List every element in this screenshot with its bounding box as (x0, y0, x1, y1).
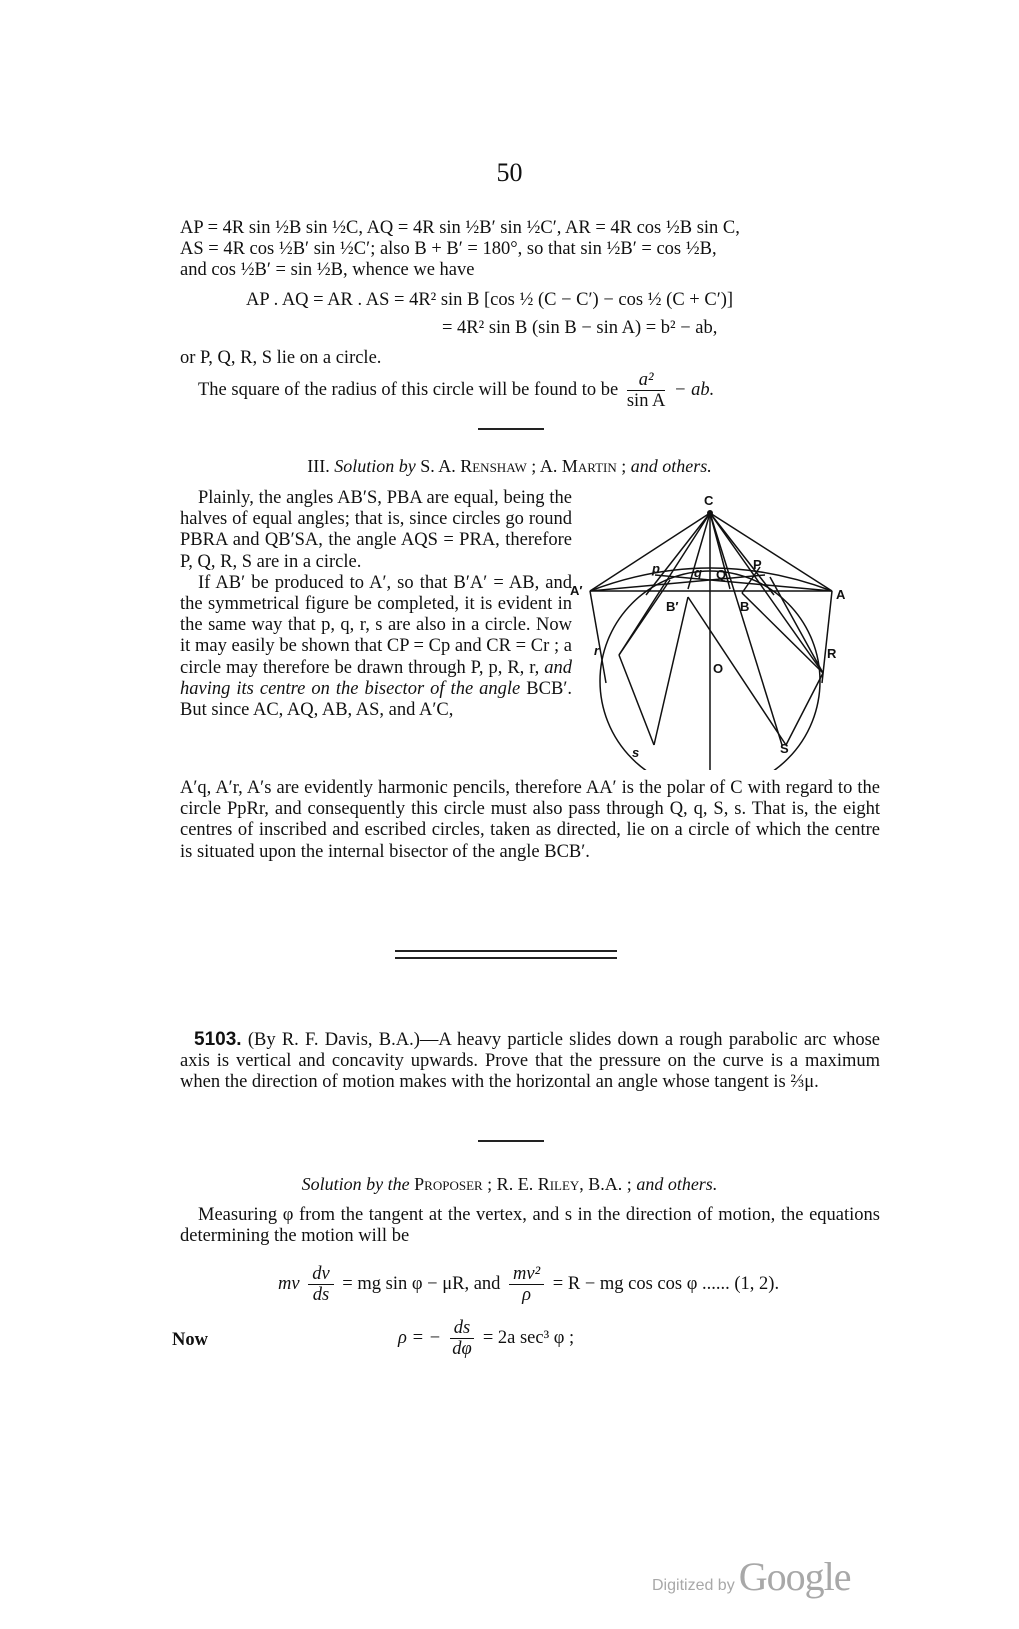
label-r-small: r (594, 643, 600, 658)
paragraph-text: If AB′ be produced to A′, so that B′A′ = AB, and the symmetrical figure be completed, it is evident in the same way that p, q, r, s are also in a circle. Now it may easily be shown that CP = Cp and CR = Cr ; a circle may therefore be drawn through P, p, R, r, (180, 572, 572, 678)
fraction (450, 1318, 474, 1359)
google-watermark (652, 1553, 850, 1600)
equation-line: = 4R² sin B (sin B − sin A) = b² − ab, (442, 318, 718, 338)
fraction (308, 1264, 333, 1305)
paragraph: Plainly, the angles AB′S, PBA are equal, being the halves of equal angles; that is, since circles go round PBRA and QB′SA, the angle AQS = PRA, therefore P, Q, R, S are in a circle. (180, 488, 572, 572)
paragraph: Measuring φ from the tangent at the vertex, and s in the direction of motion, the equations determining the motion will be (180, 1205, 880, 1246)
paragraph-italic: and having its centre on the bisector of the angle (180, 657, 573, 699)
fraction-numerator: a² (627, 370, 666, 391)
paragraph: A′q, A′r, A′s are evidently harmonic pencils, therefore AA′ is the polar of C with regard to the circle PpRr, and consequently this circle must also pass through Q, q, S, s. That is, the eight centres of inscribed and escribed circles, taken as directed, lie on a circle of which the centre is situated upon the internal bisector of the angle BCB′. (180, 778, 880, 862)
label-q: Q (716, 567, 727, 582)
radius-fraction (627, 370, 666, 411)
fraction-denominator: sin A (626, 391, 666, 411)
geometry-figure (570, 495, 860, 770)
label-a-prime: A′ (570, 583, 583, 598)
fraction (509, 1264, 544, 1305)
label-o: O (713, 661, 724, 676)
label-b-prime: B′ (666, 599, 679, 614)
label-c: C (704, 495, 714, 508)
solution-text-column (180, 488, 572, 721)
fraction-denominator: ds (312, 1285, 330, 1305)
solution-heading (0, 456, 1019, 477)
heading-tail: and others. (636, 1174, 718, 1194)
double-rule-top (395, 950, 617, 952)
eq-term: mv (278, 1273, 300, 1294)
label-p: P (753, 557, 762, 572)
text-line: AS = 4R cos ½B′ sin ½C′; also B + B′ = 180°, so that sin ½B′ = cos ½B, (180, 239, 717, 259)
label-r: R (827, 646, 837, 661)
paragraph-text: BCB′. But since AC, AQ, AB, AS, and A′C, (180, 678, 572, 721)
eq-term: = mg sin φ − μR, and (342, 1273, 501, 1294)
rho-equation (398, 1318, 574, 1359)
fraction-numerator: ds (450, 1318, 474, 1339)
radius-text: The square of the radius of this circle will be found to be (198, 379, 619, 400)
problem-byline: (By R. F. Davis, B.A.) (247, 1030, 420, 1050)
equation-line: AP . AQ = AR . AS = 4R² sin B [cos ½ (C − C′) − cos ½ (C + C′)] (246, 290, 734, 310)
eq-term: = R − mg cos cos φ ...... (1, 2). (552, 1273, 780, 1294)
double-rule-bottom (395, 957, 617, 959)
fraction-denominator: dφ (452, 1339, 472, 1359)
fraction-numerator: mv² (509, 1264, 544, 1285)
watermark-small-text: Digitized by (652, 1577, 735, 1594)
point-c (707, 510, 713, 516)
page-number: 50 (496, 158, 523, 187)
conclusion-text: or P, Q, R, S lie on a circle. (180, 348, 382, 368)
now-label: Now (172, 1330, 208, 1350)
heading-label: Solution by (334, 456, 416, 476)
fraction-numerator: dv (308, 1264, 333, 1285)
google-logo: Google (738, 1554, 851, 1599)
heading-authors: Proposer ; R. E. Riley, B.A. ; (414, 1174, 632, 1194)
top-text-block (180, 218, 880, 281)
equation-1-2 (278, 1264, 779, 1305)
problem-statement (180, 1029, 880, 1094)
paragraph (180, 573, 572, 721)
label-b: B (740, 599, 750, 614)
eq-term: = 2a sec³ φ ; (482, 1327, 575, 1348)
problem-number: 5103. (194, 1029, 242, 1050)
solution-heading (0, 1174, 1019, 1195)
section-divider (478, 428, 544, 430)
heading-label: Solution by the (301, 1174, 410, 1194)
problem-text: —A heavy particle slides down a rough parabolic arc whose axis is vertical and concavity upwards. Prove that the pressure on the curve is a maximum when the direction of motion makes with the horizontal an angle whose tangent is ⅔μ. (180, 1030, 881, 1093)
label-p-small: p (652, 561, 660, 576)
label-s-small: s (632, 745, 640, 760)
label-s: S (780, 741, 789, 756)
heading-number: III. (307, 456, 330, 476)
section-divider (478, 1140, 544, 1142)
heading-tail: and others. (630, 456, 712, 476)
text-line: AP = 4R sin ½B sin ½C, AQ = 4R sin ½B′ sin ½C′, AR = 4R cos ½B sin C, (180, 218, 740, 238)
fraction-denominator: ρ (522, 1285, 532, 1305)
text-line: and cos ½B′ = sin ½B, whence we have (180, 260, 475, 280)
radius-statement (198, 370, 714, 411)
label-q-small: q (694, 565, 702, 580)
label-a: A (836, 587, 846, 602)
eq-term: ρ = − (398, 1327, 442, 1348)
heading-authors: S. A. Renshaw ; A. Martin ; (420, 456, 627, 476)
radius-tail: − ab. (674, 379, 715, 400)
